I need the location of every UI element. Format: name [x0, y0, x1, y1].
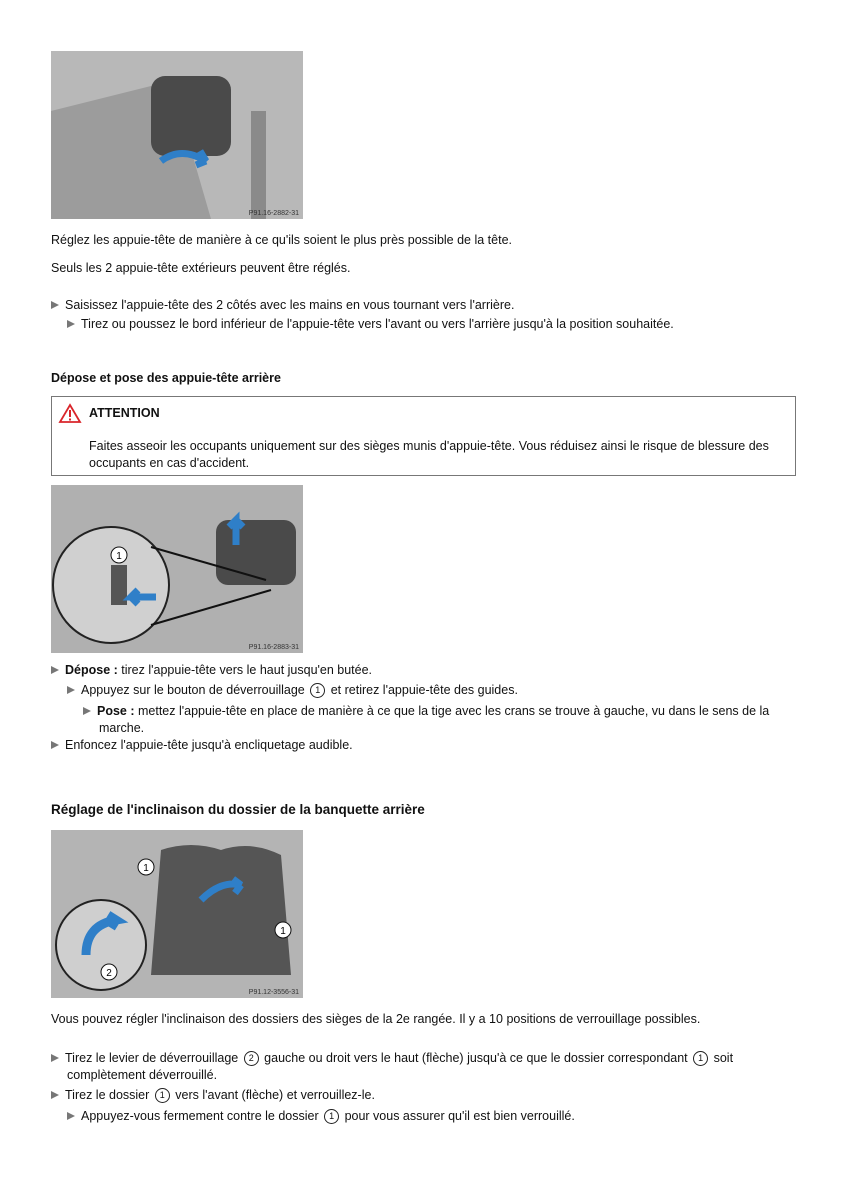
- headrest-adjust-illustration: [51, 51, 303, 219]
- section-heading: Réglage de l'inclinaison du dossier de la banquette arrière: [51, 802, 425, 817]
- bullet-arrow-icon: [51, 301, 59, 309]
- figure-caption: P91.16-2883-31: [248, 644, 299, 651]
- callout-number: 1: [310, 683, 325, 698]
- backrest-image: [51, 830, 303, 998]
- step: Saisissez l'appuie-tête des 2 côtés avec les mains en vous tournant vers l'arrière.: [51, 298, 514, 312]
- callout-1: 1: [280, 926, 286, 937]
- bullet-arrow-icon: [67, 1112, 75, 1120]
- bullet-arrow-icon: [67, 320, 75, 328]
- paragraph: Réglez les appuie-tête de manière à ce qu'ils soient le plus près possible de la tête.: [51, 233, 512, 247]
- step: Appuyez-vous fermement contre le dossier 1 pour vous assurer qu'il est bien verrouillé.: [67, 1109, 575, 1124]
- headrest-removal-illustration: [51, 485, 303, 653]
- warning-title: ATTENTION: [89, 406, 160, 420]
- bullet-arrow-icon: [51, 666, 59, 674]
- callout-2: 2: [106, 968, 112, 979]
- warning-triangle-icon: [58, 403, 82, 424]
- step: Appuyez sur le bouton de déverrouillage 1 et retirez l'appuie-tête des guides.: [67, 683, 518, 698]
- bullet-arrow-icon: [51, 741, 59, 749]
- figure-caption: P91.16-2882-31: [248, 210, 299, 217]
- callout-1: 1: [116, 551, 122, 562]
- warning-box: [51, 396, 796, 476]
- headrest-image: [51, 51, 303, 219]
- step: Tirez le levier de déverrouillage 2 gauche ou droit vers le haut (flèche) jusqu'à ce que le dossier correspondant 1 soit complètement déverrouillé.: [51, 1050, 787, 1084]
- bullet-arrow-icon: [51, 1054, 59, 1062]
- bullet-arrow-icon: [51, 1091, 59, 1099]
- bullet-arrow-icon: [83, 707, 91, 715]
- callout-number: 1: [155, 1088, 170, 1103]
- paragraph: Seuls les 2 appuie-tête extérieurs peuvent être réglés.: [51, 261, 351, 275]
- callout-1: 1: [143, 863, 149, 874]
- paragraph: Vous pouvez régler l'inclinaison des dossiers des sièges de la 2e rangée. Il y a 10 positions de verrouillage possibles.: [51, 1012, 701, 1026]
- callout-number: 1: [693, 1051, 708, 1066]
- step: Pose : mettez l'appuie-tête en place de manière à ce que la tige avec les crans se trouve à gauche, vu dans le sens de la marche.: [83, 703, 809, 737]
- figure-caption: P91.12-3556-31: [248, 989, 299, 996]
- backrest-illustration: [51, 830, 303, 998]
- step: Tirez ou poussez le bord inférieur de l'appuie-tête vers l'avant ou vers l'arrière jusqu'à la position souhaitée.: [67, 317, 674, 331]
- headrest-removal-image: [51, 485, 303, 653]
- step: Enfoncez l'appuie-tête jusqu'à encliquetage audible.: [51, 738, 353, 752]
- bullet-arrow-icon: [67, 686, 75, 694]
- step: Tirez le dossier 1 vers l'avant (flèche) et verrouillez-le.: [51, 1088, 375, 1103]
- callout-number: 2: [244, 1051, 259, 1066]
- section-heading: Dépose et pose des appuie-tête arrière: [51, 371, 281, 385]
- callout-number: 1: [324, 1109, 339, 1124]
- warning-text: Faites asseoir les occupants uniquement sur des sièges munis d'appuie-tête. Vous réduisez ainsi le risque de blessure des occupants en cas d'accident.: [89, 439, 769, 470]
- step: Dépose : tirez l'appuie-tête vers le haut jusqu'en butée.: [51, 663, 372, 677]
